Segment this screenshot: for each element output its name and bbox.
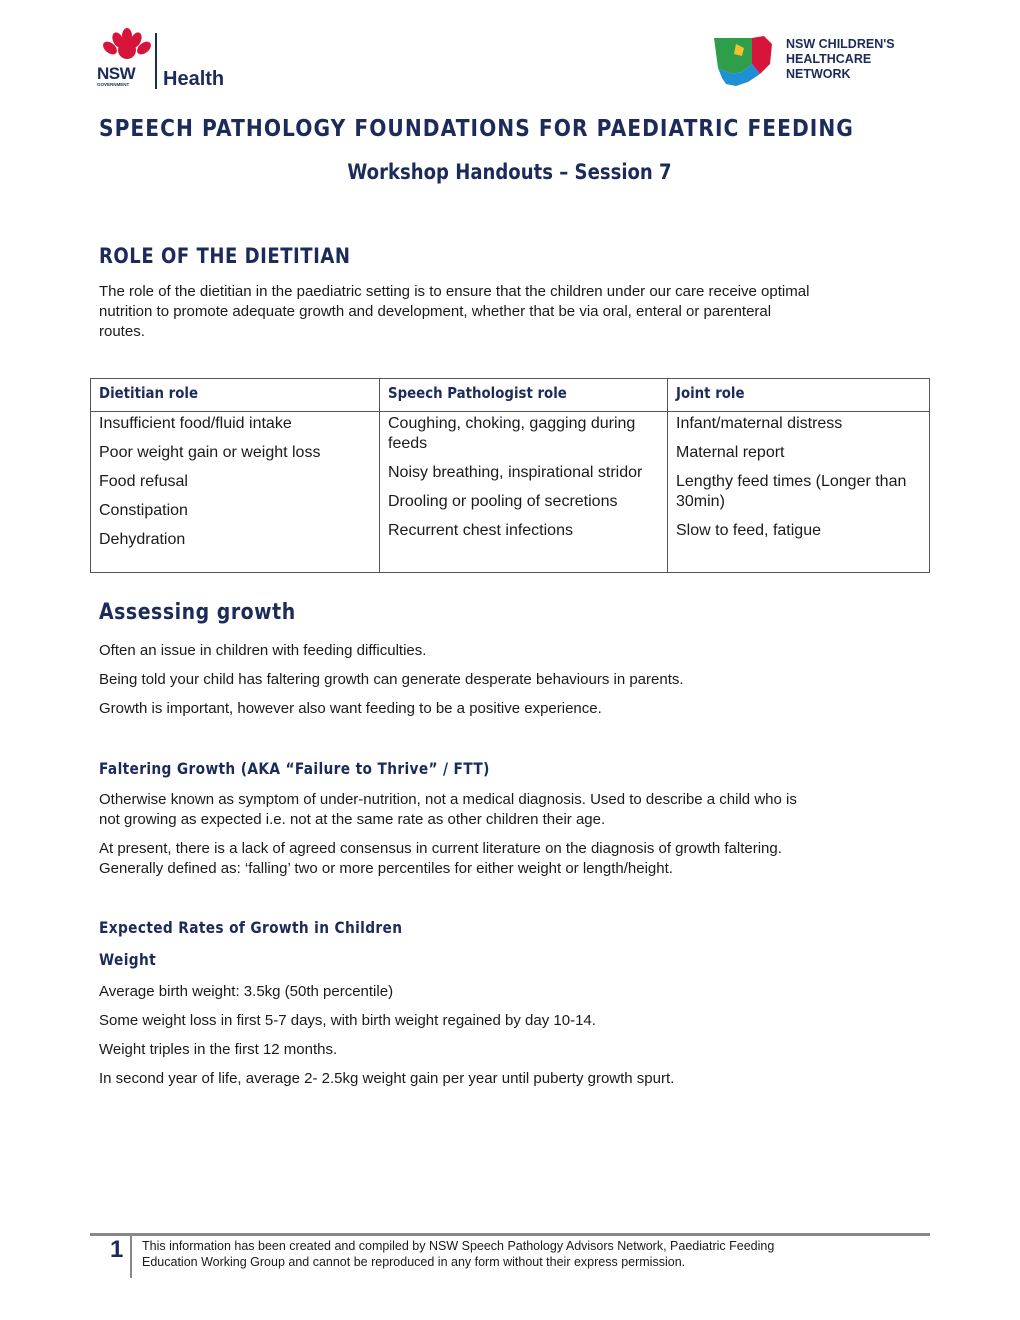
page-title: SPEECH PATHOLOGY FOUNDATIONS FOR PAEDIATRIC FEEDING	[99, 114, 854, 142]
section-heading-role: ROLE OF THE DIETITIAN	[99, 244, 351, 268]
list-item: Coughing, choking, gagging during feeds	[388, 415, 636, 452]
subheading-weight: Weight	[99, 950, 157, 969]
table-header-row	[91, 379, 930, 412]
faltering-p2-line-2: Generally defined as: ‘falling’ two or more percentiles for either weight or length/height.	[99, 860, 673, 877]
list-item: Lengthy feed times (Longer than 30min)	[676, 473, 907, 510]
footer-vertical-bar	[130, 1236, 132, 1278]
footer-text-line-1: This information has been created and compiled by NSW Speech Pathology Advisors Network, Paediatric Feeding	[142, 1239, 775, 1253]
weight-line-2: Some weight loss in first 5-7 days, with birth weight regained by day 10-14.	[99, 1012, 596, 1029]
footer-text-line-2: Education Working Group and cannot be reproduced in any form without their express permission.	[142, 1255, 686, 1269]
list-item: Recurrent chest infections	[388, 522, 573, 539]
faltering-p2-line-1: At present, there is a lack of agreed consensus in current literature on the diagnosis of growth faltering.	[99, 840, 782, 857]
joint-cell	[668, 412, 930, 573]
table-row	[91, 412, 930, 573]
growth-line-2: Being told your child has faltering growth can generate desperate behaviours in parents.	[99, 671, 684, 688]
nsw-health-logo	[97, 28, 237, 92]
header-dietitian-label: Dietitian role	[99, 384, 199, 402]
section-heading-expected: Expected Rates of Growth in Children	[99, 918, 403, 937]
roles-table	[90, 378, 930, 573]
weight-line-1: Average birth weight: 3.5kg (50th percentile)	[99, 983, 394, 1000]
weight-line-3: Weight triples in the first 12 months.	[99, 1041, 338, 1058]
logo-divider	[155, 33, 157, 89]
list-item: Slow to feed, fatigue	[676, 522, 821, 539]
nsw-map-icon	[712, 34, 776, 90]
waratah-icon	[99, 28, 155, 64]
schn-wordmark: NSW CHILDREN'S HEALTHCARE NETWORK	[786, 37, 895, 81]
dietitian-cell	[91, 412, 380, 573]
role-intro-line-2: nutrition to promote adequate growth and development, whether that be via oral, enteral or parenteral	[99, 303, 772, 320]
nsw-wordmark: NSW	[97, 64, 136, 83]
role-intro-line-1: The role of the dietitian in the paediatric setting is to ensure that the children under our care receive optimal	[99, 283, 810, 300]
header-speech	[380, 379, 668, 412]
weight-line-4: In second year of life, average 2- 2.5kg weight gain per year until puberty growth spurt.	[99, 1070, 675, 1087]
health-wordmark: Health	[163, 68, 225, 90]
list-item: Poor weight gain or weight loss	[99, 444, 321, 461]
role-intro-line-3: routes.	[99, 323, 145, 340]
header-speech-label: Speech Pathologist role	[388, 384, 567, 402]
list-item: Constipation	[99, 502, 188, 519]
list-item: Infant/maternal distress	[676, 415, 843, 432]
header-dietitian	[91, 379, 380, 412]
section-heading-growth: Assessing growth	[99, 600, 296, 625]
header-joint	[668, 379, 930, 412]
list-item: Drooling or pooling of secretions	[388, 493, 618, 510]
subtitle-text: Workshop Handouts – Session 7	[347, 160, 673, 184]
list-item: Maternal report	[676, 444, 785, 461]
page-subtitle	[0, 160, 1020, 184]
list-item: Dehydration	[99, 531, 186, 548]
section-heading-faltering: Faltering Growth (AKA “Failure to Thrive” / FTT)	[99, 759, 490, 778]
growth-line-3: Growth is important, however also want feeding to be a positive experience.	[99, 700, 602, 717]
footer-divider	[90, 1233, 930, 1236]
schn-logo	[712, 34, 927, 90]
list-item: Food refusal	[99, 473, 188, 490]
header-joint-label: Joint role	[676, 384, 745, 402]
faltering-p1-line-1: Otherwise known as symptom of under-nutrition, not a medical diagnosis. Used to describe a child who is	[99, 791, 797, 808]
speech-cell	[380, 412, 668, 573]
page-number: 1	[110, 1236, 124, 1263]
nsw-government-label: GOVERNMENT	[97, 82, 130, 87]
list-item: Noisy breathing, inspirational stridor	[388, 464, 643, 481]
growth-line-1: Often an issue in children with feeding difficulties.	[99, 642, 427, 659]
faltering-p1-line-2: not growing as expected i.e. not at the same rate as other children their age.	[99, 811, 606, 828]
list-item: Insufficient food/fluid intake	[99, 415, 292, 432]
